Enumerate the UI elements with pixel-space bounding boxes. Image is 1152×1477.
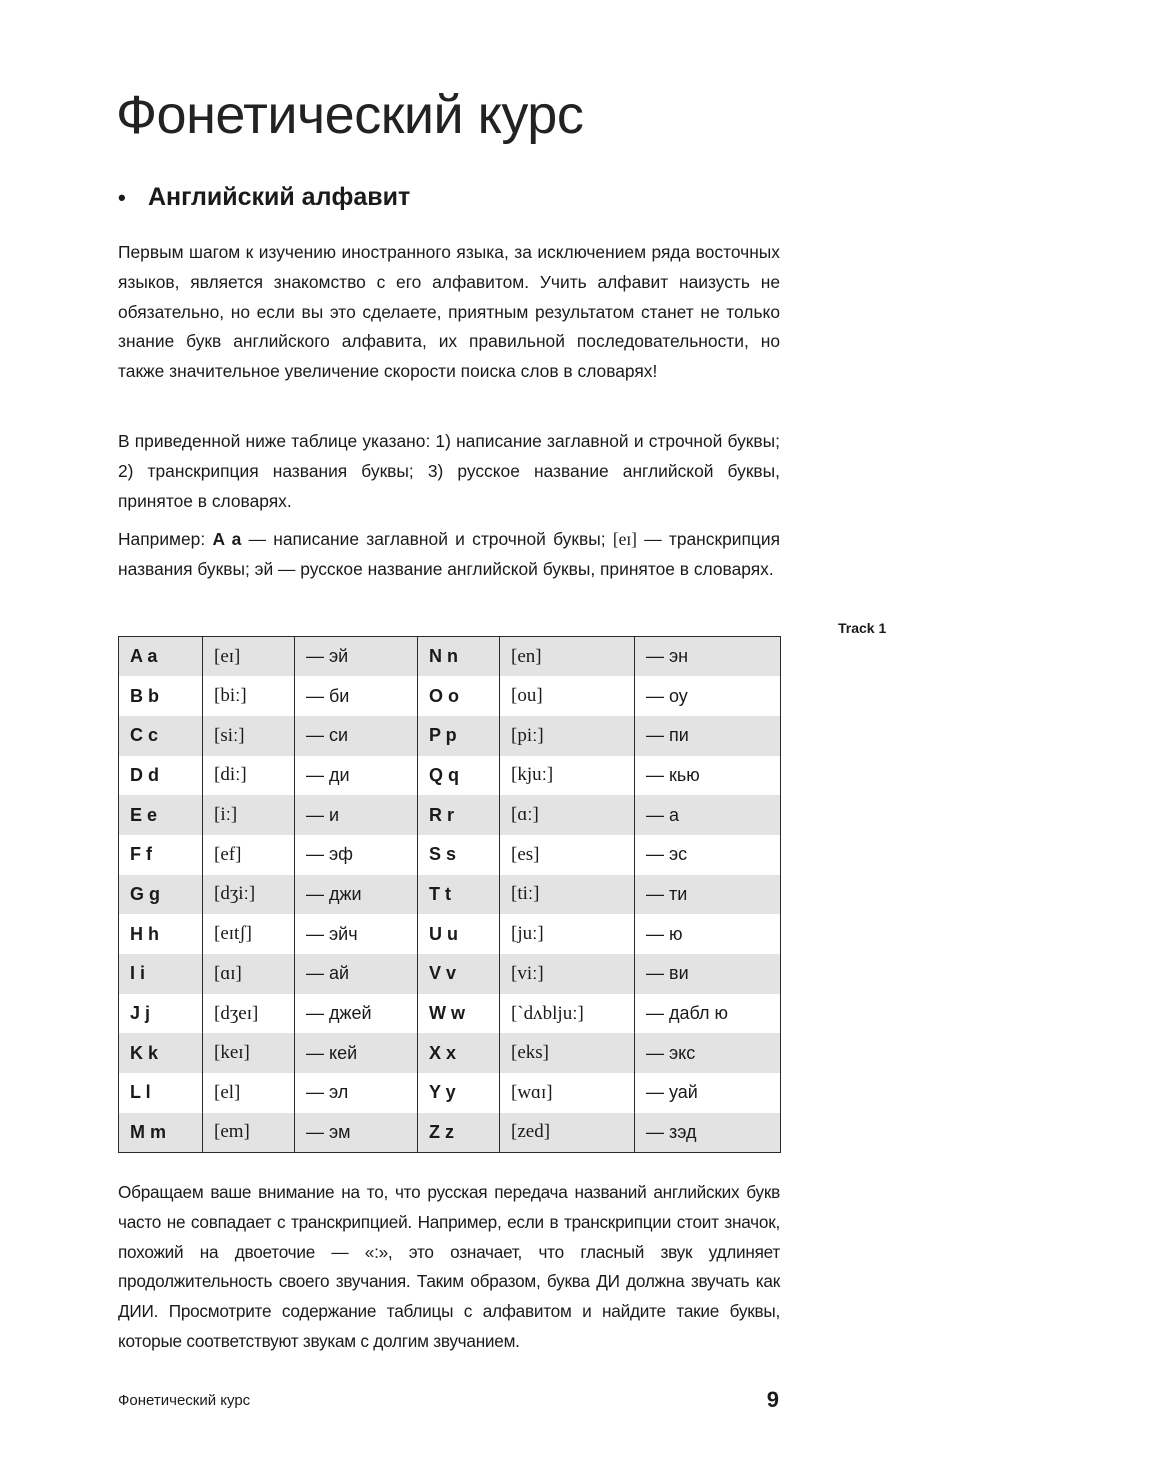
letter-cell: N n [418, 637, 500, 677]
transcription-cell: [ou] [500, 676, 635, 716]
transcription-cell: [juː] [500, 914, 635, 954]
russian-name-cell: — а [635, 795, 781, 835]
section-heading [118, 183, 410, 212]
track-label: Track 1 [838, 620, 887, 636]
page-number: 9 [766, 1387, 779, 1412]
russian-name-cell: — пи [635, 716, 781, 756]
letter-cell: M m [119, 1113, 203, 1153]
transcription-cell: [ɑː] [500, 795, 635, 835]
letter-cell: D d [119, 756, 203, 796]
transcription-cell: [biː] [203, 676, 295, 716]
transcription-cell: [ɑɪ] [203, 954, 295, 994]
table-row [119, 795, 781, 835]
letter-cell: K k [119, 1033, 203, 1073]
letter-cell: W w [418, 994, 500, 1034]
letter-cell: X x [418, 1033, 500, 1073]
table-row [119, 914, 781, 954]
table-row [119, 1113, 781, 1153]
letter-cell: B b [119, 676, 203, 716]
letter-cell: F f [119, 835, 203, 875]
russian-name-cell: — би [295, 676, 418, 716]
example-transcription: [eɪ] [612, 529, 637, 549]
russian-name-cell: — кью [635, 756, 781, 796]
letter-cell: E e [119, 795, 203, 835]
example-letters: A a [212, 529, 242, 549]
russian-name-cell: — эй [295, 637, 418, 677]
section-heading-text: Английский алфавит [148, 183, 411, 211]
russian-name-cell: — джи [295, 875, 418, 915]
russian-name-cell: — ви [635, 954, 781, 994]
russian-name-cell: — ди [295, 756, 418, 796]
note-paragraph: Обращаем ваше внимание на то, что русская передача названий английских букв часто не совпадает с транскрипцией. Например, если в транскрипции стоит значок, похожий на двоеточие — «:», это означает, что гласный звук удлиняет продолжительность своего звучания. Таким образом, буква ДИ должна звучать как ДИИ. Просмотрите содержание таблицы с алфавитом и найдите такие буквы, которые соответствуют звукам с долгим звучанием. [118, 1182, 780, 1351]
table-row [119, 1073, 781, 1113]
intro-paragraph: Первым шагом к изучению иностранного языка, за исключением ряда восточных языков, является знакомство с его алфавитом. Учить алфавит наизусть не обязательно, но если вы это сделаете, приятным результатом станет не только знание букв английского алфавита, их правильной последовательности, но также значительное увеличение скорости поиска слов в словарях! [118, 242, 780, 382]
russian-name-cell: — дабл ю [635, 994, 781, 1034]
letter-cell: Q q [418, 756, 500, 796]
letter-cell: R r [418, 795, 500, 835]
table-row [119, 1033, 781, 1073]
russian-name-cell: — и [295, 795, 418, 835]
letter-cell: U u [418, 914, 500, 954]
example-paragraph [118, 525, 780, 585]
letter-cell: J j [119, 994, 203, 1034]
footer-title: Фонетический курс [118, 1392, 251, 1409]
russian-name-cell: — эф [295, 835, 418, 875]
russian-name-cell: — эйч [295, 914, 418, 954]
letter-cell: S s [418, 835, 500, 875]
table-row [119, 637, 781, 677]
transcription-cell: [eɪtʃ] [203, 914, 295, 954]
russian-name-cell: — эс [635, 835, 781, 875]
transcription-cell: [tiː] [500, 875, 635, 915]
russian-name-cell: — кей [295, 1033, 418, 1073]
transcription-cell: [keɪ] [203, 1033, 295, 1073]
bullet-icon: • [118, 185, 126, 210]
table-description-paragraph: В приведенной ниже таблице указано: 1) написание заглавной и строчной буквы; 2) транскрипция названия буквы; 3) русское название английской буквы, принятое в словарях. [118, 431, 780, 511]
table-row [119, 994, 781, 1034]
transcription-cell: [kjuː] [500, 756, 635, 796]
transcription-cell: [em] [203, 1113, 295, 1153]
letter-cell: T t [418, 875, 500, 915]
transcription-cell: [dʒiː] [203, 875, 295, 915]
transcription-cell: [ef] [203, 835, 295, 875]
transcription-cell: [`dʌbljuː] [500, 994, 635, 1034]
letter-cell: O o [418, 676, 500, 716]
russian-name-cell: — экс [635, 1033, 781, 1073]
russian-name-cell: — эл [295, 1073, 418, 1113]
transcription-cell: [eɪ] [203, 637, 295, 677]
letter-cell: Y y [418, 1073, 500, 1113]
letter-cell: Z z [418, 1113, 500, 1153]
russian-name-cell: — уай [635, 1073, 781, 1113]
russian-name-cell: — зэд [635, 1113, 781, 1153]
letter-cell: V v [418, 954, 500, 994]
letter-cell: L l [119, 1073, 203, 1113]
transcription-cell: [iː] [203, 795, 295, 835]
page-title: Фонетический курс [116, 85, 584, 145]
example-prefix: Например: [118, 529, 213, 549]
transcription-cell: [dʒeɪ] [203, 994, 295, 1034]
russian-name-cell: — ти [635, 875, 781, 915]
transcription-cell: [eks] [500, 1033, 635, 1073]
transcription-cell: [es] [500, 835, 635, 875]
russian-name-cell: — джей [295, 994, 418, 1034]
transcription-cell: [diː] [203, 756, 295, 796]
russian-name-cell: — оу [635, 676, 781, 716]
russian-name-cell: — ю [635, 914, 781, 954]
letter-cell: C c [119, 716, 203, 756]
letter-cell: H h [119, 914, 203, 954]
table-row [119, 835, 781, 875]
letter-cell: I i [119, 954, 203, 994]
russian-name-cell: — ай [295, 954, 418, 994]
transcription-cell: [piː] [500, 716, 635, 756]
table-row [119, 716, 781, 756]
transcription-cell: [siː] [203, 716, 295, 756]
letter-cell: P p [418, 716, 500, 756]
russian-name-cell: — эм [295, 1113, 418, 1153]
table-row [119, 676, 781, 716]
transcription-cell: [el] [203, 1073, 295, 1113]
transcription-cell: [en] [500, 637, 635, 677]
example-mid: — написание заглавной и строчной буквы; [241, 529, 613, 549]
letter-cell: A a [119, 637, 203, 677]
transcription-cell: [viː] [500, 954, 635, 994]
alphabet-table-body [119, 637, 781, 1153]
letter-cell: G g [119, 875, 203, 915]
transcription-cell: [wɑɪ] [500, 1073, 635, 1113]
example-suffix: — транскрипция названия буквы; эй — русское название английской буквы, принятое в словарях. [118, 529, 780, 579]
table-row [119, 954, 781, 994]
alphabet-table [118, 636, 781, 1153]
transcription-cell: [zed] [500, 1113, 635, 1153]
table-row [119, 875, 781, 915]
table-row [119, 756, 781, 796]
russian-name-cell: — эн [635, 637, 781, 677]
russian-name-cell: — си [295, 716, 418, 756]
